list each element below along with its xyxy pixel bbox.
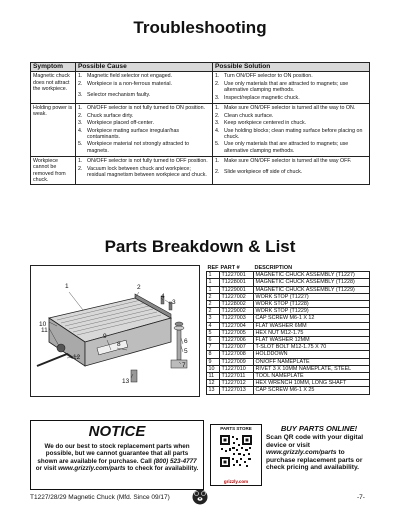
description-cell: HOLDDOWN — [254, 351, 370, 358]
description-cell: ON/OFF NAMEPLATE — [254, 358, 370, 365]
item-number: 2. — [78, 80, 83, 87]
callout-3: 3 — [172, 299, 176, 306]
troubleshooting-title: Troubleshooting — [133, 18, 267, 37]
item-text: Use only materials that are attracted to magnets; use alternative clamping methods. — [224, 80, 349, 94]
table-row — [207, 293, 370, 300]
callout-5: 5 — [184, 348, 188, 355]
part-number-cell: T1227012 — [220, 380, 254, 387]
item-text: Make sure ON/OFF selector is turned all the way to ON. — [224, 105, 356, 112]
item-number: 3. — [78, 92, 83, 99]
item-number: 1. — [78, 158, 83, 165]
table-row — [207, 380, 370, 387]
grizzly-bear-logo-icon — [192, 489, 208, 505]
part-number-cell: T1228001 — [220, 279, 254, 286]
buy-online-text1: Scan QR code with your digital device or visit — [266, 434, 364, 449]
list-item — [78, 158, 210, 164]
item-text: ON/OFF selector is not fully turned to OFF position. — [87, 158, 208, 165]
list-item — [78, 73, 210, 79]
notice-title: NOTICE — [88, 423, 146, 440]
parts-header-row — [207, 265, 370, 272]
table-row — [207, 358, 370, 365]
description-cell: WORK STOP (T1229) — [254, 308, 370, 315]
table-row — [207, 373, 370, 380]
symptom-cell: Magnetic chuck does not attract the workpiece. — [31, 72, 76, 104]
list-item — [78, 113, 210, 119]
item-number: 2. — [215, 169, 220, 176]
table-row — [31, 72, 370, 104]
cause-cell — [76, 104, 213, 157]
notice-line2: or visit — [35, 465, 57, 473]
description-cell: MAGNETIC CHUCK ASSEMBLY (T1227) — [254, 272, 370, 279]
callout-2: 2 — [137, 284, 141, 291]
table-header-row — [31, 63, 370, 72]
item-number: 4. — [78, 127, 83, 134]
ref-cell: 1 — [207, 272, 220, 279]
callout-11: 11 — [41, 327, 48, 334]
chuck-illustration — [31, 266, 199, 396]
header-symptom: Symptom — [31, 63, 76, 72]
ref-cell: 12 — [207, 380, 220, 387]
item-text: Turn ON/OFF selector to ON position. — [224, 73, 313, 80]
notice-line3: to check for availability. — [127, 465, 199, 473]
list-item — [78, 128, 210, 141]
ref-cell: 6 — [207, 337, 220, 344]
item-text: Chuck surface dirty. — [87, 112, 134, 119]
buy-online-text — [266, 434, 372, 472]
notice-text — [35, 443, 199, 473]
symptom-cell: Workpiece cannot be removed from chuck. — [31, 157, 76, 185]
item-text: Workpiece mating surface irregular/has contaminants. — [87, 127, 180, 140]
part-number-cell: T1227013 — [220, 387, 254, 394]
part-number-cell: T1227008 — [220, 351, 254, 358]
callout-4: 4 — [161, 293, 165, 300]
ref-cell: 1 — [207, 286, 220, 293]
part-number-cell: T1229002 — [220, 308, 254, 315]
item-number: 2. — [215, 80, 220, 87]
ref-cell: 10 — [207, 365, 220, 372]
table-row — [207, 315, 370, 322]
ref-cell: 5 — [207, 329, 220, 336]
part-number-cell: T1227010 — [220, 365, 254, 372]
table-row — [207, 329, 370, 336]
table-row — [207, 337, 370, 344]
table-row — [207, 322, 370, 329]
item-text: Magnetic field selector not engaged. — [87, 73, 173, 80]
qr-code-icon — [219, 434, 253, 468]
item-text: Workpiece is a non-ferrous material. — [87, 80, 172, 87]
buy-online-text2: to purchase replacement parts or check pricing and availability. — [266, 449, 363, 472]
item-text: Use holding blocks; clean mating surface before placing on chuck. — [224, 127, 363, 140]
item-number: 1. — [78, 105, 83, 112]
item-number: 3. — [215, 120, 220, 127]
callout-13: 13 — [122, 378, 130, 385]
item-text: Workpiece placed off-center. — [87, 120, 154, 127]
header-description: DESCRIPTION — [254, 265, 293, 271]
description-cell: RIVET 3 X 10MM NAMEPLATE, STEEL — [254, 365, 370, 372]
callout-6: 6 — [184, 338, 188, 345]
item-text: Inspect/replace magnetic chuck. — [224, 94, 300, 101]
part-number-cell: T1227002 — [220, 293, 254, 300]
list-item — [78, 120, 210, 126]
part-number-cell: T1227011 — [220, 373, 254, 380]
ref-cell: 3 — [207, 315, 220, 322]
item-number: 1. — [78, 73, 83, 80]
table-row — [207, 365, 370, 372]
qr-label: PARTS STORE — [220, 426, 252, 431]
table-row — [207, 351, 370, 358]
parts-diagram — [30, 265, 200, 397]
item-text: ON/OFF selector is not fully turned to ON position. — [87, 105, 206, 112]
table-row — [207, 387, 370, 394]
description-cell: FLAT WASHER 6MM — [254, 322, 370, 329]
item-number: 1. — [215, 158, 220, 165]
description-cell: CAP SCREW M6-1 X 12 — [254, 315, 370, 322]
description-cell: MAGNETIC CHUCK ASSEMBLY (T1229) — [254, 286, 370, 293]
list-item — [215, 120, 367, 126]
item-text: Selector mechanism faulty. — [87, 92, 151, 99]
description-cell: WORK STOP (T1227) — [254, 293, 370, 300]
part-number-cell: T1227001 — [220, 272, 254, 279]
description-cell: HEX WRENCH 10MM, LONG SHAFT — [254, 380, 370, 387]
ref-cell: 8 — [207, 351, 220, 358]
list-item — [215, 128, 367, 141]
table-row — [207, 308, 370, 315]
table-row — [207, 272, 370, 279]
symptom-cell: Holding power is weak. — [31, 104, 76, 157]
troubleshooting-table — [30, 62, 370, 185]
item-text: Keep workpiece centered in chuck. — [224, 120, 307, 127]
ref-cell: 2 — [207, 293, 220, 300]
ref-cell: 4 — [207, 322, 220, 329]
part-number-cell: T1227009 — [220, 358, 254, 365]
description-cell: T-SLOT BOLT M12-1.75 X 70 — [254, 344, 370, 351]
ref-cell: 2 — [207, 301, 220, 308]
parts-title: Parts Breakdown & List — [104, 237, 296, 256]
item-number: 2. — [78, 112, 83, 119]
item-text: Clean chuck surface. — [224, 112, 274, 119]
part-number-cell: T1227006 — [220, 337, 254, 344]
description-cell: MAGNETIC CHUCK ASSEMBLY (T1228) — [254, 279, 370, 286]
list-item — [215, 158, 367, 164]
item-text: Slide workpiece off side of chuck. — [224, 169, 303, 176]
list-item — [78, 92, 210, 98]
solution-cell — [213, 157, 370, 185]
callout-7: 7 — [182, 362, 186, 369]
table-row — [207, 301, 370, 308]
table-row — [207, 286, 370, 293]
buy-online-block — [266, 424, 372, 472]
parts-list-table — [206, 265, 370, 395]
table-row — [207, 344, 370, 351]
buy-online-title: BUY PARTS ONLINE! — [280, 424, 358, 433]
list-item — [78, 166, 210, 179]
part-number-cell: T1228002 — [220, 301, 254, 308]
header-part-number: PART # — [220, 265, 240, 271]
list-item — [78, 81, 210, 87]
notice-site-link[interactable]: www.grizzly.com/parts — [58, 465, 126, 473]
footer-model: T1227/28/29 Magnetic Chuck (Mfd. Since 09/17) — [30, 494, 170, 501]
callout-9: 9 — [103, 333, 107, 340]
ref-cell: 13 — [207, 387, 220, 394]
callout-1: 1 — [65, 283, 69, 290]
page-number: -7- — [357, 494, 365, 501]
notice-box — [30, 420, 204, 490]
header-ref: REF — [207, 265, 219, 271]
description-cell: FLAT WASHER 12MM — [254, 337, 370, 344]
item-number: 1. — [215, 105, 220, 112]
description-cell: WORK STOP (T1228) — [254, 301, 370, 308]
ref-cell: 7 — [207, 344, 220, 351]
buy-online-site-link[interactable]: www.grizzly.com/parts — [266, 449, 337, 457]
item-text: Vacuum lock between chuck and workpiece; residual magnetism between workpiece and chuck. — [87, 165, 207, 178]
ref-cell: 11 — [207, 373, 220, 380]
list-item — [215, 73, 367, 79]
item-number: 2. — [78, 165, 83, 172]
callout-12: 12 — [73, 354, 81, 361]
ref-cell: 9 — [207, 358, 220, 365]
solution-cell — [213, 104, 370, 157]
header-possible-cause: Possible Cause — [76, 63, 213, 72]
list-item — [215, 169, 367, 175]
item-text: Use only materials that are attracted to magnets; use alternative clamping methods. — [224, 141, 349, 154]
item-number: 2. — [215, 112, 220, 119]
part-number-cell: T1227004 — [220, 322, 254, 329]
list-item — [78, 105, 210, 111]
list-item — [215, 141, 367, 154]
callout-8: 8 — [117, 341, 121, 348]
header-possible-solution: Possible Solution — [213, 63, 370, 72]
item-number: 5. — [78, 141, 83, 148]
part-number-cell: T1229001 — [220, 286, 254, 293]
part-number-cell: T1227007 — [220, 344, 254, 351]
item-number: 1. — [215, 73, 220, 80]
item-text: Make sure ON/OFF selector is turned all the way OFF. — [224, 158, 352, 165]
description-cell: HEX NUT M12-1.75 — [254, 329, 370, 336]
qr-code-box[interactable] — [210, 424, 262, 486]
item-text: Workpiece material not strongly attracted to magnets. — [87, 141, 190, 154]
cause-cell — [76, 157, 213, 185]
part-number-cell: T1227005 — [220, 329, 254, 336]
list-item — [78, 141, 210, 154]
table-row — [31, 104, 370, 157]
description-cell: CAP SCREW M6-1 X 25 — [254, 387, 370, 394]
notice-phone: (800) 523-4777 — [153, 457, 197, 465]
notice-line1: We do our best to stock replacement parts when possible, but we cannot guarantee that all parts shown are available for purchase. Call — [37, 443, 190, 465]
solution-cell — [213, 72, 370, 104]
item-number: 3. — [78, 120, 83, 127]
item-number: 3. — [215, 94, 220, 101]
table-row — [207, 279, 370, 286]
callout-10: 10 — [39, 321, 47, 328]
description-cell: TOOL NAMEPLATE — [254, 373, 370, 380]
cause-cell — [76, 72, 213, 104]
part-number-cell: T1227003 — [220, 315, 254, 322]
table-row — [31, 157, 370, 185]
list-item — [215, 105, 367, 111]
list-item — [215, 113, 367, 119]
list-item — [215, 95, 367, 101]
item-number: 4. — [215, 127, 220, 134]
list-item — [215, 81, 367, 94]
item-number: 5. — [215, 141, 220, 148]
ref-cell: 1 — [207, 279, 220, 286]
qr-brand: grizzly.com — [223, 479, 249, 484]
ref-cell: 2 — [207, 308, 220, 315]
